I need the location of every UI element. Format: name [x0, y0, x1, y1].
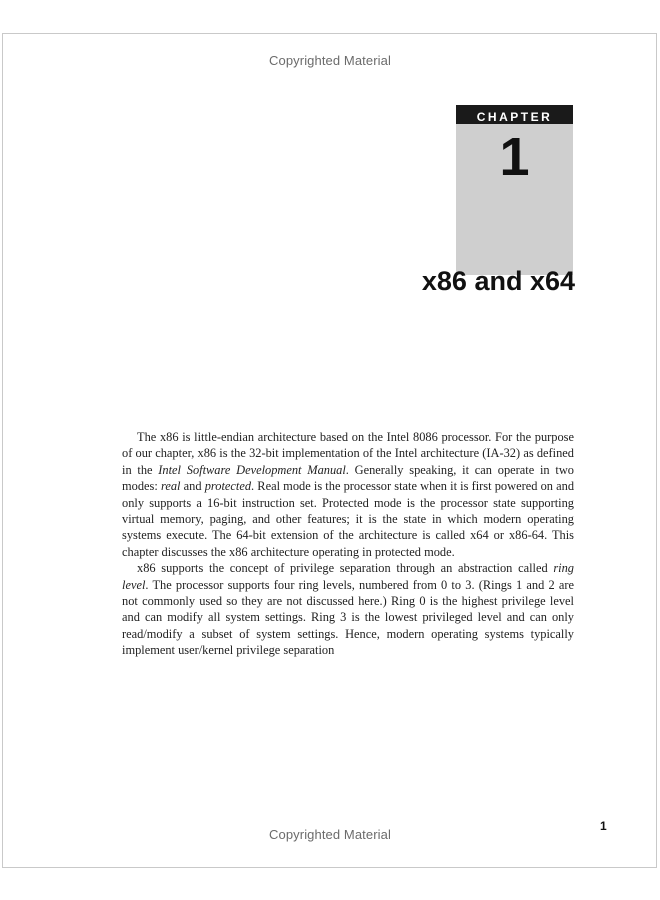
chapter-title: x86 and x64 — [421, 266, 575, 296]
italic-text: ring level — [122, 561, 574, 592]
copyright-footer: Copyrighted Material — [269, 827, 391, 842]
italic-text: real — [160, 479, 181, 494]
chapter-label: CHAPTER — [456, 105, 573, 124]
body-text — [122, 429, 574, 659]
paragraph-2 — [122, 560, 574, 658]
chapter-box — [456, 105, 573, 275]
page-number: 1 — [600, 819, 607, 833]
italic-text: Intel Software Development Manual — [158, 462, 346, 477]
text-run: . The processor supports four ring levels, numbered from 0 to 3. (Rings 1 and 2 are not commonly used so they are not discussed here.) Ring 0 is the highest privilege level and can modify all system settings. Ring 3 is the lowest privileged level and can only read/modify a subset of system settings. Hence, modern operating systems typically implement user/kernel privilege separation — [122, 577, 574, 658]
text-run: The x86 is little-endian architecture based on the Intel 8086 processor. For the purpose of our chapter, x86 is the 32-bit implementation of the Intel architecture (IA-32) as defined in the — [122, 430, 574, 477]
text-run: and — [180, 479, 205, 494]
text-run: x86 supports the concept of privilege separation through an abstraction called — [137, 561, 554, 576]
paragraph-1 — [122, 429, 574, 560]
copyright-header: Copyrighted Material — [269, 53, 391, 68]
chapter-number: 1 — [499, 127, 530, 187]
italic-text: protected — [204, 479, 252, 494]
text-run: . Generally speaking, it can operate in two modes: — [122, 462, 574, 494]
text-run: . Real mode is the processor state when it is first powered on and only supports a 16-bit instruction set. Protected mode is the processor state supporting virtual memory, paging, and other features; it is the state in which modern operating systems execute. The 64-bit extension of the architecture is called x64 or x86-64. This chapter discusses the x86 architecture operating in protected mode. — [122, 479, 575, 559]
